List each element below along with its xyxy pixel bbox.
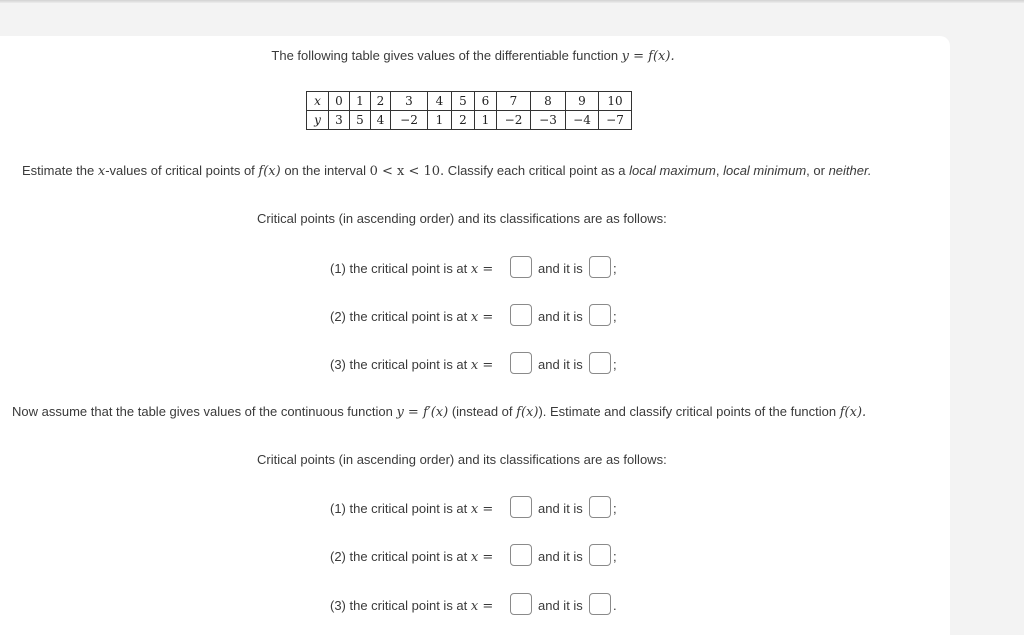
y-cell: −2 xyxy=(497,111,531,130)
y-cell: 1 xyxy=(475,111,497,130)
critical-point-input[interactable] xyxy=(510,496,532,518)
x-cell: 0 xyxy=(329,92,350,111)
part2-math: y = f′(x) xyxy=(396,405,449,420)
row-label xyxy=(330,357,493,373)
y-row xyxy=(307,111,632,130)
x-cell: 4 xyxy=(428,92,452,111)
row-label xyxy=(330,261,493,277)
part2-text: Now assume that the table gives values of the continuous function xyxy=(12,404,397,419)
critical-point-input[interactable] xyxy=(510,256,532,278)
intro-math: y = f(x). xyxy=(621,49,675,64)
y-header: y xyxy=(307,111,329,130)
row-label-text: (2) the critical point is at xyxy=(330,309,471,324)
intro-prefix: The following table gives values of the differentiable function xyxy=(271,48,622,63)
top-border xyxy=(0,0,1024,3)
x-cell: 8 xyxy=(531,92,566,111)
classification-input[interactable] xyxy=(589,496,611,518)
estimate-text: Estimate the xyxy=(22,163,98,178)
x-cell: 6 xyxy=(475,92,497,111)
row-label-text: (2) the critical point is at xyxy=(330,549,471,564)
part2-math: f(x) xyxy=(516,405,539,420)
row-label xyxy=(330,501,493,517)
row-end-punct: ; xyxy=(613,501,617,516)
part2-math: f(x). xyxy=(839,405,867,420)
neither-term: neither. xyxy=(828,163,872,178)
critical-point-input[interactable] xyxy=(510,544,532,566)
classification-input[interactable] xyxy=(589,304,611,326)
x-header: x xyxy=(307,92,329,111)
y-cell: −7 xyxy=(599,111,632,130)
classification-input[interactable] xyxy=(589,593,611,615)
local-maximum-term: local maximum xyxy=(629,163,716,178)
x-cell: 1 xyxy=(350,92,371,111)
critical-point-input[interactable] xyxy=(510,593,532,615)
row-end-punct: ; xyxy=(613,261,617,276)
x-cell: 5 xyxy=(452,92,475,111)
y-cell: −4 xyxy=(566,111,599,130)
y-cell: 4 xyxy=(371,111,391,130)
row-label xyxy=(330,598,493,614)
x-row xyxy=(307,92,632,111)
estimate-text: -values of critical points of xyxy=(105,163,259,178)
x-cell: 9 xyxy=(566,92,599,111)
y-cell: −3 xyxy=(531,111,566,130)
row-mid-text: and it is xyxy=(538,549,583,564)
row-label-text: (3) the critical point is at xyxy=(330,357,471,372)
estimate-math: 0 < x < 10. xyxy=(369,164,445,179)
row-mid-text: and it is xyxy=(538,501,583,516)
row-label xyxy=(330,549,493,565)
row-label-text: (3) the critical point is at xyxy=(330,598,471,613)
row-label-text: (1) the critical point is at xyxy=(330,501,471,516)
y-cell: 3 xyxy=(329,111,350,130)
estimate-text: on the interval xyxy=(280,163,370,178)
estimate-text: , or xyxy=(806,163,829,178)
y-cell: 2 xyxy=(452,111,475,130)
row-end-punct: ; xyxy=(613,309,617,324)
row-end-punct: . xyxy=(613,598,617,613)
intro-text xyxy=(271,47,674,66)
classification-input[interactable] xyxy=(589,256,611,278)
row-label-math: x = xyxy=(470,358,494,373)
row-label-math: x = xyxy=(470,550,494,565)
classification-input[interactable] xyxy=(589,544,611,566)
part2-instruction xyxy=(12,403,866,422)
row-mid-text: and it is xyxy=(538,357,583,372)
part2-text: ). Estimate and classify critical points of the function xyxy=(538,404,840,419)
x-cell: 3 xyxy=(391,92,428,111)
critical-heading-1: Critical points (in ascending order) and its classifications are as follows: xyxy=(257,211,667,226)
row-end-punct: ; xyxy=(613,549,617,564)
x-cell: 10 xyxy=(599,92,632,111)
critical-point-input[interactable] xyxy=(510,304,532,326)
row-label-math: x = xyxy=(470,502,494,517)
x-cell: 7 xyxy=(497,92,531,111)
values-table xyxy=(306,91,632,130)
row-mid-text: and it is xyxy=(538,309,583,324)
y-cell: 5 xyxy=(350,111,371,130)
estimate-math: f(x) xyxy=(258,164,281,179)
row-label-text: (1) the critical point is at xyxy=(330,261,471,276)
estimate-text: , xyxy=(715,163,724,178)
critical-point-input[interactable] xyxy=(510,352,532,374)
classification-input[interactable] xyxy=(589,352,611,374)
part2-text: (instead of xyxy=(448,404,517,419)
x-cell: 2 xyxy=(371,92,391,111)
critical-heading-2: Critical points (in ascending order) and its classifications are as follows: xyxy=(257,452,667,467)
local-minimum-term: local minimum xyxy=(723,163,807,178)
row-label xyxy=(330,309,493,325)
row-end-punct: ; xyxy=(613,357,617,372)
y-cell: −2 xyxy=(391,111,428,130)
estimate-text: Classify each critical point as a xyxy=(444,163,630,178)
estimate-math: x xyxy=(97,164,106,179)
row-label-math: x = xyxy=(470,262,494,277)
y-cell: 1 xyxy=(428,111,452,130)
row-mid-text: and it is xyxy=(538,598,583,613)
row-mid-text: and it is xyxy=(538,261,583,276)
estimate-instruction xyxy=(22,162,871,181)
row-label-math: x = xyxy=(470,310,494,325)
row-label-math: x = xyxy=(470,599,494,614)
